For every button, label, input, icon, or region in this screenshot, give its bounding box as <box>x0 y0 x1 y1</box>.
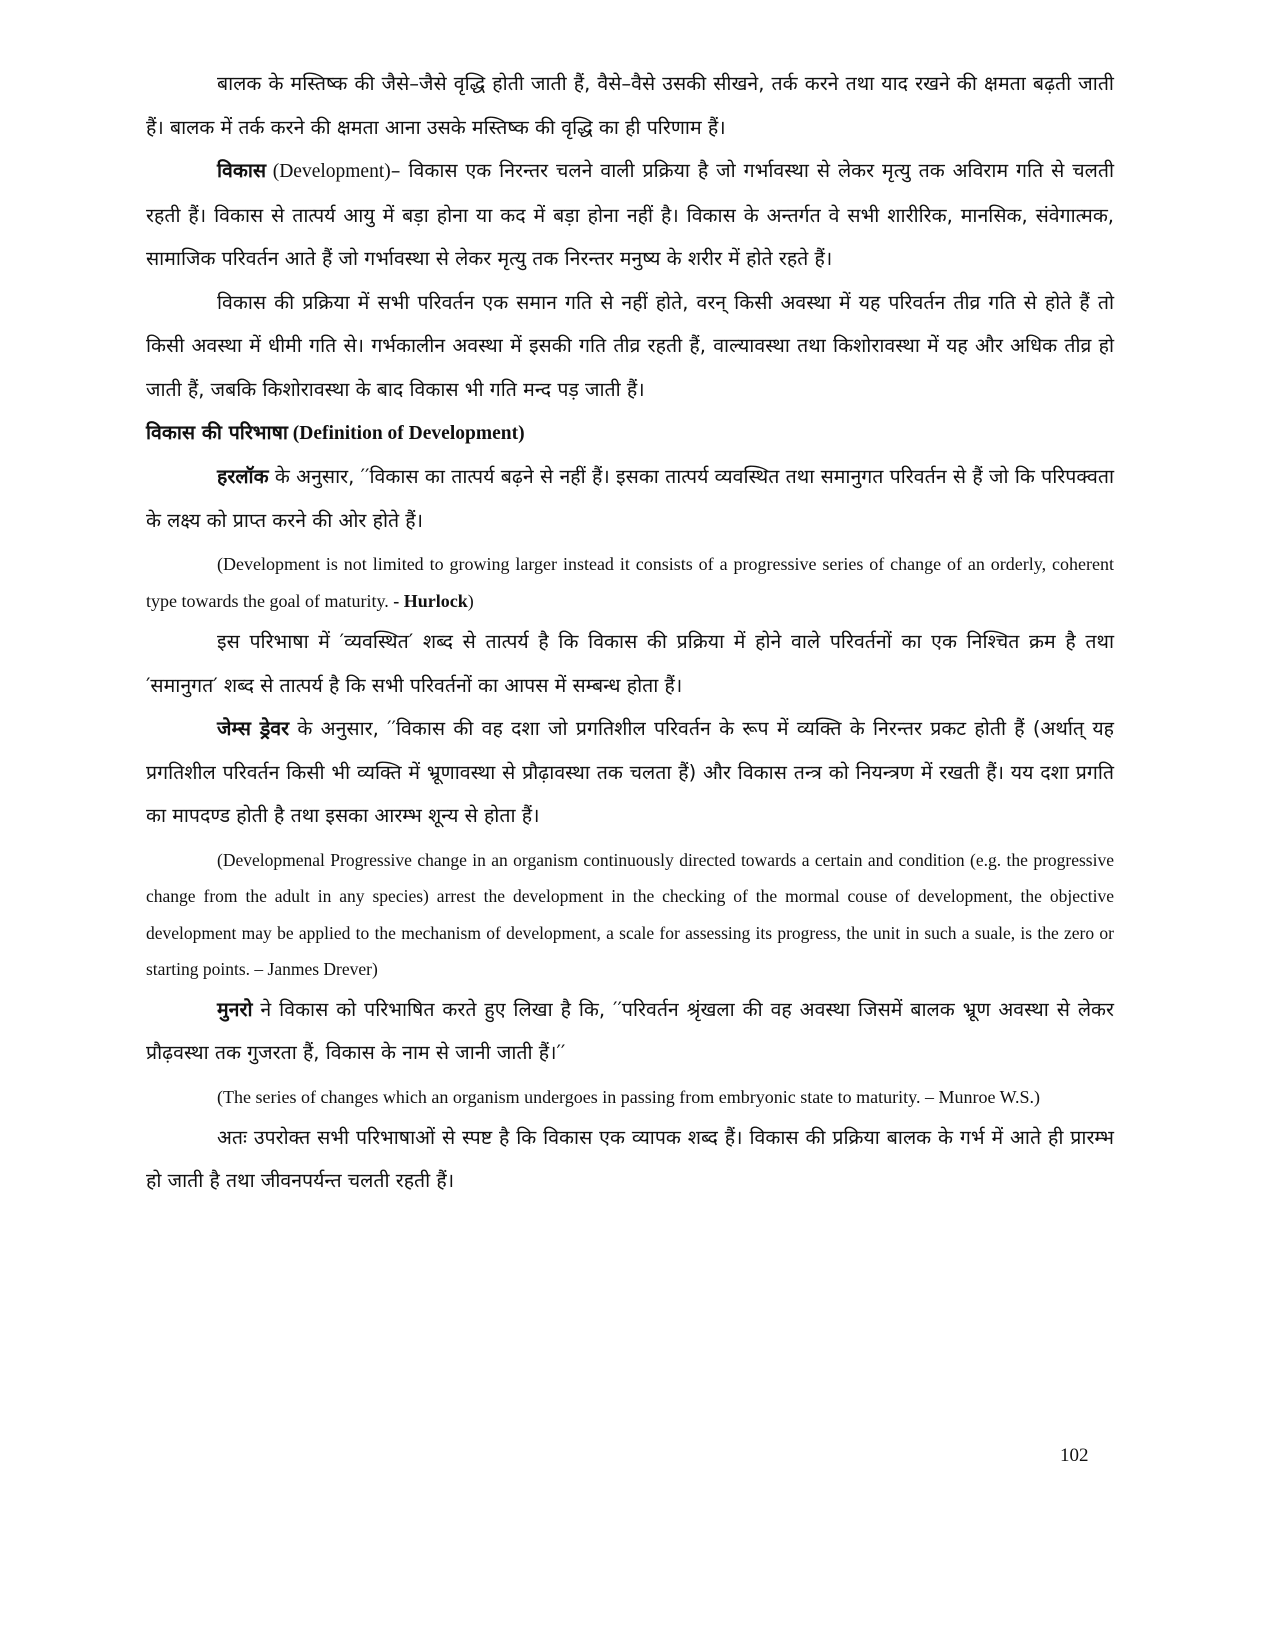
page-number: 102 <box>1060 1445 1089 1466</box>
hurlock-name: हरलॉक <box>217 465 269 488</box>
paragraph-development-intro <box>146 149 1114 281</box>
hurlock-explanation: इस परिभाषा में ′व्यवस्थित′ शब्द से तात्पर्य है कि विकास की प्रक्रिया में होने वाले परिवर्तनों का एक निश्चित क्रम है तथा ′समानुगत′ शब्द से तात्पर्य है कि सभी परिवर्तनों का आपस में सम्बन्ध होता हैं। <box>146 630 1114 697</box>
paragraph-brain-growth: बालक के मस्तिष्क की जैसे–जैसे वृद्धि होती जाती हैं, वैसे–वैसे उसकी सीखने, तर्क करने तथा याद रखने की क्षमता बढ़ती जाती हैं। बालक में तर्क करने की क्षमता आना उसके मस्तिष्क की वृद्धि का ही परिणाम हैं। <box>146 72 1114 139</box>
hurlock-author: - Hurlock <box>393 591 468 611</box>
term-vikas: विकास <box>217 159 267 182</box>
drever-name: जेम्स ड्रेवर <box>217 717 290 740</box>
munroe-name: मुनरो <box>217 997 253 1021</box>
section-heading <box>146 411 1114 455</box>
hurlock-definition <box>146 455 1114 542</box>
development-description: – विकास एक निरन्तर चलने वाली प्रक्रिया है जो गर्भावस्था से लेकर मृत्यु तक अविराम गति से चलती रहती हैं। विकास से तात्पर्य आयु में बड़ा होना या कद में बड़ा होना नहीं है। विकास के अन्तर्गत वे सभी शारीरिक, मानसिक, संवेगात्मक, सामाजिक परिवर्तन आते हैं जो गर्भावस्था से लेकर मृत्यु तक निरन्तर मनुष्य के शरीर में होते रहते हैं। <box>146 159 1114 270</box>
hurlock-english-quote <box>146 546 1114 620</box>
term-english: (Development) <box>266 161 391 182</box>
munroe-english-quote: (The series of changes which an organism undergoes in passing from embryonic state to maturity. – Munroe W.S.) <box>217 1086 1040 1107</box>
munroe-text: ने विकास को परिभाषित करते हुए लिखा है कि, ′′परिवर्तन श्रृंखला की वह अवस्था जिसमें बालक भ्रूण अवस्था से लेकर प्रौढ़वस्था तक गुजरता हैं, विकास के नाम से जानी जाती हैं।′′ <box>146 997 1114 1064</box>
document-page <box>146 62 1114 1203</box>
section-heading-hindi: विकास की परिभाषा <box>146 421 288 444</box>
conclusion-paragraph: अतः उपरोक्त सभी परिभाषाओं से स्पष्ट है कि विकास एक व्यापक शब्द हैं। विकास की प्रक्रिया बालक के गर्भ में आते ही प्रारम्भ हो जाती है तथा जीवनपर्यन्त चलती रहती हैं। <box>146 1125 1114 1192</box>
munroe-definition <box>146 988 1114 1075</box>
drever-english-quote: (Developmenal Progressive change in an organism continuously directed towards a certain and condition (e.g. the progressive change from the adult in any species) arrest the development in the checking of the mormal couse of development, the objective development may be applied to the mechanism of development, a scale for assessing its progress, the unit in such a suale, is the zero or starting points. – Janmes Drever) <box>146 849 1114 979</box>
drever-text: के अनुसार, ′′विकास की वह दशा जो प्रगतिशील परिवर्तन के रूप में व्यक्ति के निरन्तर प्रकट होती हैं (अर्थात् यह प्रगतिशील परिवर्तन किसी भी व्यक्ति में भ्रूणावस्था से प्रौढ़ावस्था तक चलता हैं) और विकास तन्त्र को नियन्त्रण में रखती हैं। यय दशा प्रगति का मापदण्ड होती है तथा इसका आरम्भ शून्य से होता हैं। <box>146 717 1115 827</box>
section-heading-english: (Definition of Development) <box>287 423 525 444</box>
drever-definition <box>146 707 1114 838</box>
paragraph-development-speed: विकास की प्रक्रिया में सभी परिवर्तन एक समान गति से नहीं होते, वरन् किसी अवस्था में यह परिवर्तन तीव्र गति से होते हैं तो किसी अवस्था में धीमी गति से। गर्भकालीन अवस्था में इसकी गति तीव्र रहती हैं, वाल्यावस्था तथा किशोरावस्था में यह और अधिक तीव्र हो जाती हैं, जबकि किशोरावस्था के बाद विकास भी गति मन्द पड़ जाती हैं। <box>146 290 1114 401</box>
hurlock-english-close: ) <box>467 591 474 611</box>
hurlock-text: के अनुसार, ′′विकास का तात्पर्य बढ़ने से नहीं हैं। इसका तात्पर्य व्यवस्थित तथा समानुगत परिवर्तन से हैं जो कि परिपक्वता के लक्ष्य को प्राप्त करने की ओर होते हैं। <box>146 465 1114 532</box>
hurlock-english-text: (Development is not limited to growing larger instead it consists of a progressive series of change of an orderly, coherent type towards the goal of maturity. <box>146 554 1114 611</box>
